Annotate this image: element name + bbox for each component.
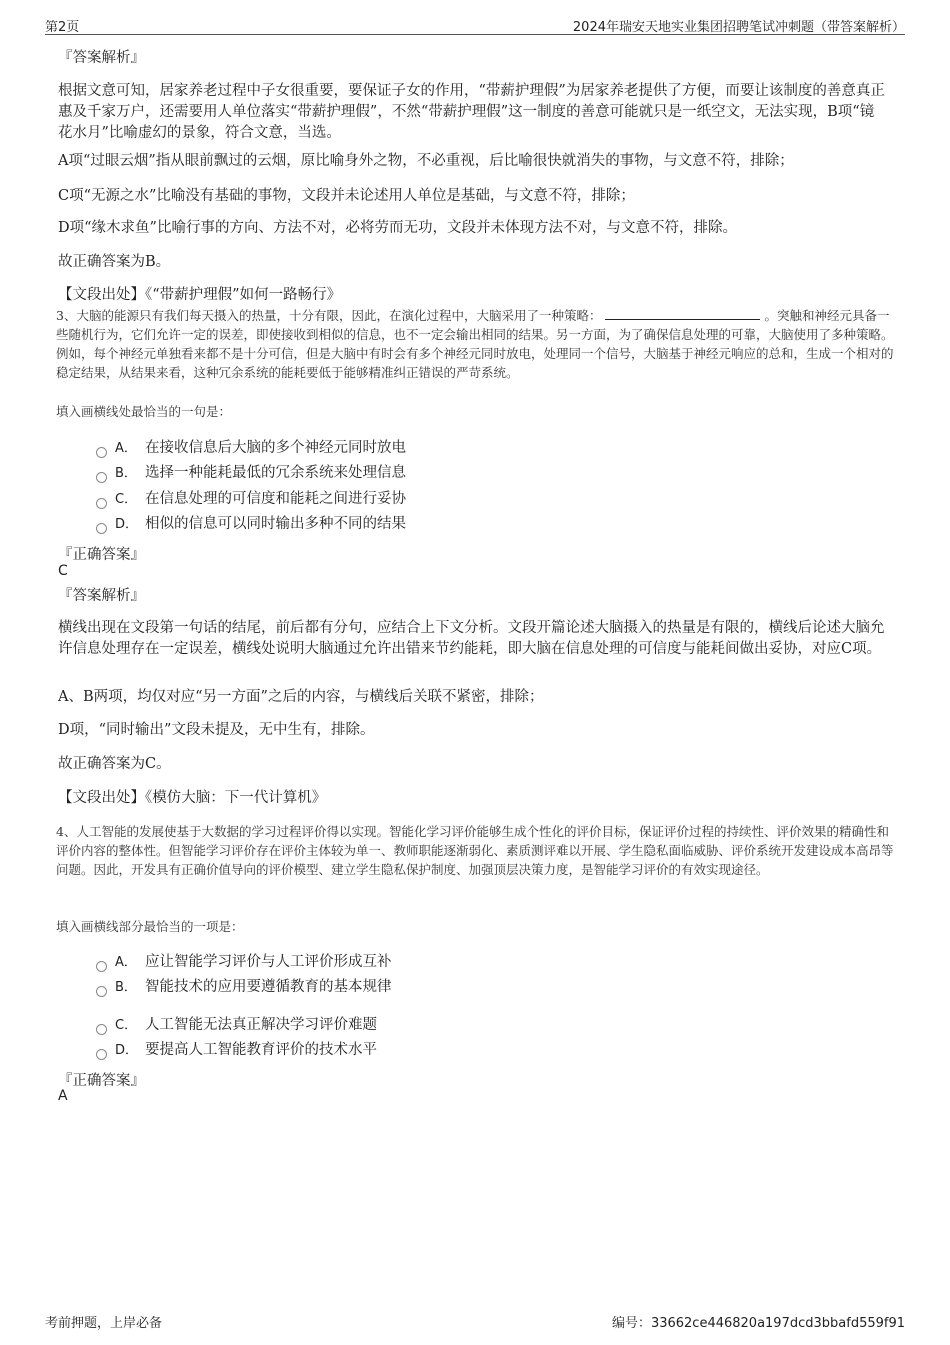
radio-icon[interactable] [96,1049,107,1060]
q2-analysis-paragraph-4: D项“缘木求鱼”比喻行事的方向、方法不对，必将劳而无功，文段并未体现方法不对，与文意不符，排除。 [58,220,737,236]
q2-source: 【文段出处】《“带薪护理假”如何一路畅行》 [58,287,342,303]
q4-stem: 4、人工智能的发展使基于大数据的学习过程评价得以实现。智能化学习评价能够生成个性化的评价目标，保证评价过程的持续性、评价效果的精确性和评价内容的整体性。但智能学习评价存在评价主体较为单一、教师职能逐渐弱化、素质测评难以开展、学生隐私面临威胁、评价系统开发建设成本高昂等问题。因此，开发具有正确价值导向的评价模型、建立学生隐私保护制度、加强顶层决策力度，是智能学习评价的有效实现途径。 [56,824,894,877]
radio-icon[interactable] [96,1024,107,1035]
option-text: 要提高人工智能教育评价的技术水平 [145,1042,377,1058]
option-letter: D． [115,517,139,532]
q3-conclusion: 故正确答案为C。 [58,756,171,772]
q3-option-a[interactable] [96,438,406,459]
q3-correct-answer: C [58,563,68,579]
option-letter: C． [115,1018,138,1033]
q4-prompt: 填入画横线部分最恰当的一项是： [56,919,244,934]
q4-option-a[interactable] [96,952,392,973]
q4-option-d[interactable] [96,1040,377,1061]
radio-icon[interactable] [96,986,107,997]
document-title: 2024年瑞安天地实业集团招聘笔试冲刺题（带答案解析） [572,20,905,35]
q3-option-d[interactable] [96,514,406,535]
q3-analysis-label: 『答案解析』 [58,588,145,604]
radio-icon[interactable] [96,523,107,534]
q3-stem-before: 3、大脑的能源只有我们每天摄入的热量，十分有限，因此，在演化过程中，大脑采用了一种策略： [56,308,602,323]
q3-stem-after: 。突触和神经元具备一些随机行为，它们允许一定的误差，即使接收到相似的信息，也不一定会输出相同的结果。另一方面，为了确保信息处理的可靠，大脑使用了多种策略。例如，每个神经元单独看来都不是十分可信，但是大脑中有时会有多个神经元同时放电，处理同一个信号，大脑基于神经元响应的总和，生成一个相对的稳定结果，从结果来看，这种冗余系统的能耗要低于能够精准纠正错误的严苛系统。 [56,308,894,380]
option-letter: A． [115,955,137,970]
radio-icon[interactable] [96,961,107,972]
option-letter: C． [115,492,138,507]
q2-conclusion: 故正确答案为B。 [58,254,171,270]
option-text: 智能技术的应用要遵循教育的基本规律 [145,979,392,995]
radio-icon[interactable] [96,447,107,458]
document-code: 编号：33662ce446820a197dcd3bbafd559f91 [611,1316,905,1331]
q3-analysis-paragraph-2: A、B两项，均仅对应“另一方面”之后的内容，与横线后关联不紧密，排除； [58,689,544,705]
option-text: 选择一种能耗最低的冗余系统来处理信息 [145,465,406,481]
q2-analysis-paragraph-2: A项“过眼云烟”指从眼前飘过的云烟，原比喻身外之物，不必重视，后比喻很快就消失的事物，与文意不符，排除； [58,153,794,169]
q4-option-b[interactable] [96,977,392,998]
q3-correct-label: 『正确答案』 [58,547,145,563]
page-number: 第2页 [45,20,80,35]
option-text: 应让智能学习评价与人工评价形成互补 [145,954,392,970]
q3-source: 【文段出处】《模仿大脑：下一代计算机》 [58,790,327,806]
radio-icon[interactable] [96,498,107,509]
q3-analysis-paragraph-3: D项，“同时输出”文段未提及，无中生有，排除。 [58,722,375,738]
q3-option-c[interactable] [96,489,406,510]
option-text: 在信息处理的可信度和能耗之间进行妥协 [145,491,406,507]
q4-option-c[interactable] [96,1015,377,1036]
q4-correct-label: 『正确答案』 [58,1073,145,1089]
option-letter: D． [115,1043,139,1058]
q3-stem [56,306,894,382]
footer-slogan: 考前押题，上岸必备 [45,1316,163,1331]
page-header [45,14,905,35]
option-letter: B． [115,980,137,995]
q4-correct-answer: A [58,1088,68,1104]
option-text: 人工智能无法真正解决学习评价难题 [145,1017,377,1033]
option-letter: A． [115,441,137,456]
q2-analysis-paragraph-1: 根据文意可知，居家养老过程中子女很重要，要保证子女的作用，“带薪护理假”为居家养老提供了方便，而要让该制度的善意真正惠及千家万户，还需要用人单位落实“带薪护理假”，不然“带薪护理假”这一制度的善意可能就只是一纸空文，无法实现，B项“镜花水月”比喻虚幻的景象，符合文意，当选。 [58,83,885,141]
option-letter: B． [115,466,137,481]
q3-prompt: 填入画横线处最恰当的一句是： [56,404,232,419]
option-text: 在接收信息后大脑的多个神经元同时放电 [145,440,406,456]
q2-analysis-paragraph-3: C项“无源之水”比喻没有基础的事物，文段并未论述用人单位是基础，与文意不符，排除； [58,188,635,204]
q2-analysis-label: 『答案解析』 [58,50,145,66]
option-text: 相似的信息可以同时输出多种不同的结果 [145,516,406,532]
q3-option-b[interactable] [96,463,406,484]
q3-analysis-paragraph-1: 横线出现在文段第一句话的结尾，前后都有分句，应结合上下文分析。文段开篇论述大脑摄入的热量是有限的，横线后论述大脑允许信息处理存在一定误差，横线处说明大脑通过允许出错来节约能耗，即大脑在信息处理的可信度与能耗间做出妥协，对应C项。 [58,620,885,657]
radio-icon[interactable] [96,472,107,483]
q3-blank-line [605,307,760,320]
